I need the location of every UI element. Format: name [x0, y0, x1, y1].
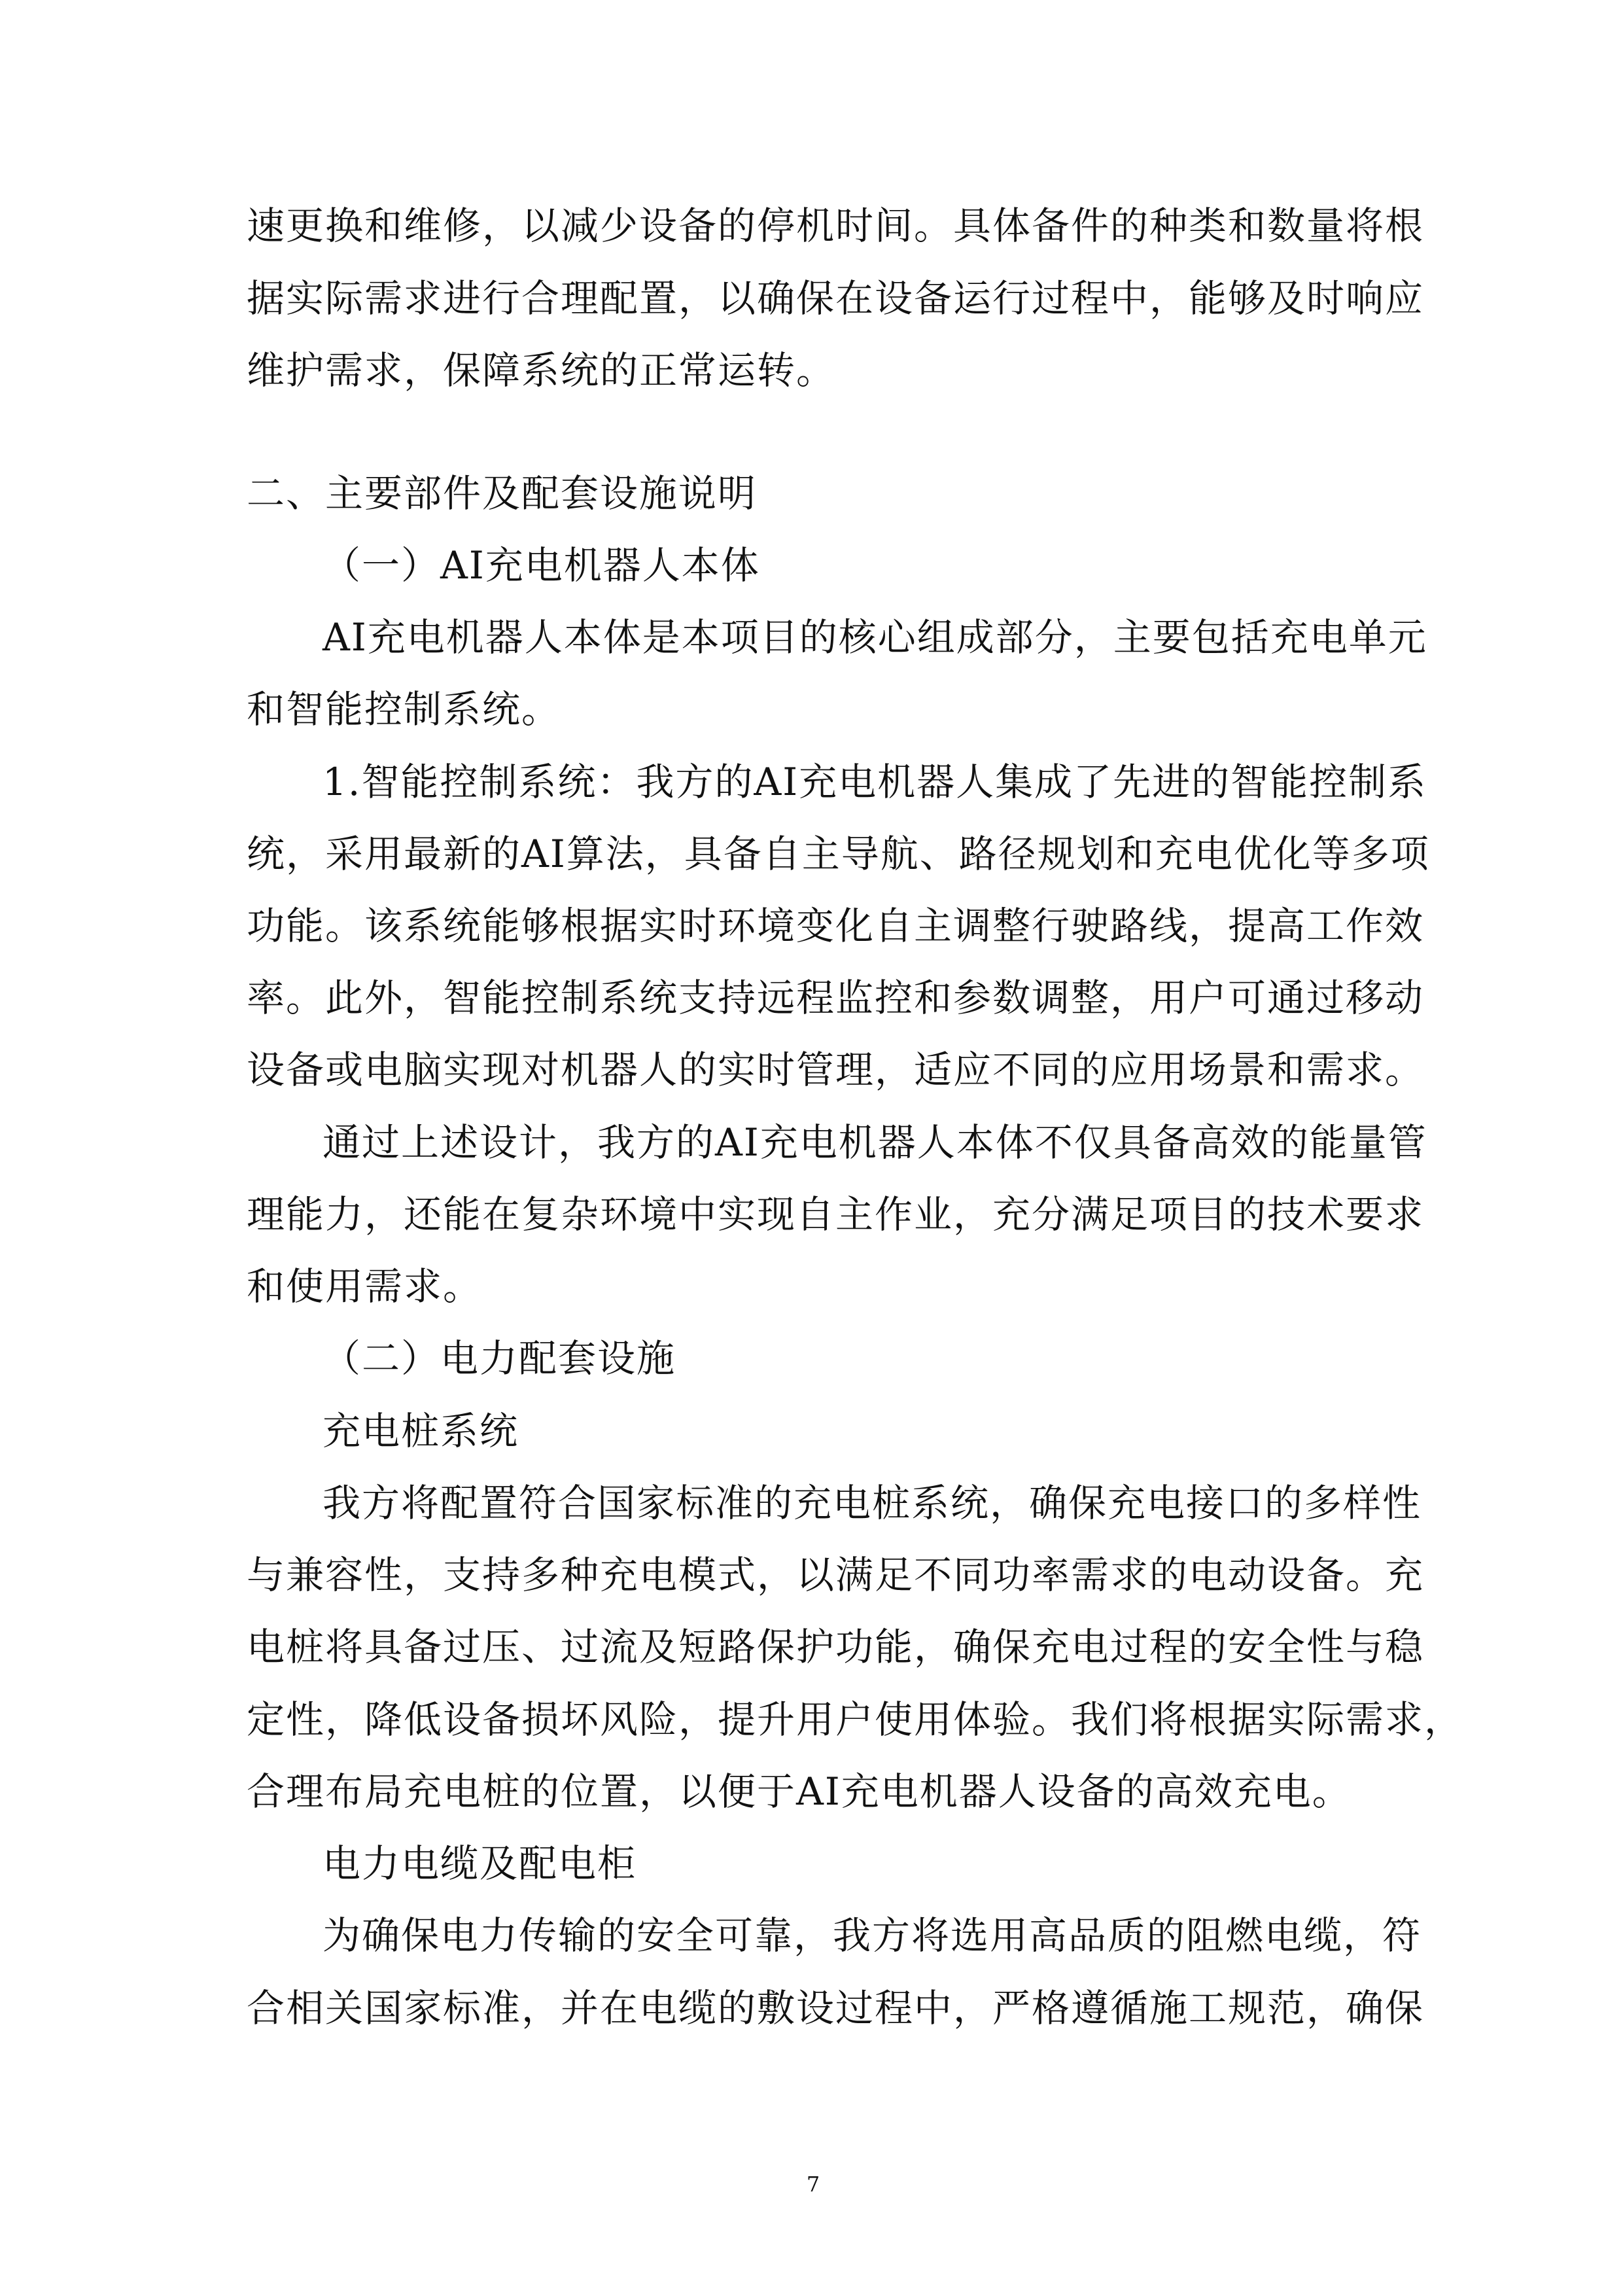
body-text-line: AI充电机器人本体是本项目的核心组成部分，主要包括充电单元 [323, 615, 1427, 660]
body-text-line: 合相关国家标准，并在电缆的敷设过程中，严格遵循施工规范，确保 [247, 1986, 1425, 2030]
body-text-line: 和智能控制系统。 [247, 687, 561, 732]
body-text-line: 我方将配置符合国家标准的充电桩系统，确保充电接口的多样性 [323, 1481, 1422, 1525]
body-text-line: 理能力，还能在复杂环境中实现自主作业，充分满足项目的技术要求 [247, 1192, 1425, 1237]
body-text-line: 通过上述设计，我方的AI充电机器人本体不仅具备高效的能量管 [323, 1120, 1427, 1165]
body-text-line: 合理布局充电桩的位置，以便于AI充电机器人设备的高效充电。 [247, 1769, 1352, 1814]
paragraph-heading: 充电桩系统 [323, 1409, 519, 1453]
body-text-line: 维护需求，保障系统的正常运转。 [247, 348, 836, 393]
body-text-line: 率。此外，智能控制系统支持远程监控和参数调整，用户可通过移动 [247, 976, 1425, 1020]
page-number: 7 [806, 2172, 820, 2197]
paragraph-heading: 电力电缆及配电柜 [323, 1841, 637, 1886]
subsection-heading: （一）AI充电机器人本体 [323, 543, 760, 588]
body-text-line: 据实际需求进行合理配置，以确保在设备运行过程中，能够及时响应 [247, 276, 1425, 321]
body-text-line: 为确保电力传输的安全可靠，我方将选用高品质的阻燃电缆，符 [323, 1913, 1422, 1958]
section-heading: 二、主要部件及配套设施说明 [247, 471, 758, 516]
body-text-line: 1.智能控制系统：我方的AI充电机器人集成了先进的智能控制系 [323, 760, 1427, 804]
body-text-line: 和使用需求。 [247, 1264, 483, 1309]
body-text-line: 电桩将具备过压、过流及短路保护功能，确保充电过程的安全性与稳 [247, 1625, 1425, 1669]
body-text-line: 定性，降低设备损坏风险，提升用户使用体验。我们将根据实际需求， [247, 1697, 1464, 1742]
body-text-line: 功能。该系统能够根据实时环境变化自主调整行驶路线，提高工作效 [247, 904, 1425, 948]
body-text-line: 统，采用最新的AI算法，具备自主导航、路径规划和充电优化等多项 [247, 832, 1430, 876]
subsection-heading: （二）电力配套设施 [323, 1336, 676, 1381]
body-text-line: 速更换和维修，以减少设备的停机时间。具体备件的种类和数量将根 [247, 203, 1425, 248]
body-text-line: 设备或电脑实现对机器人的实时管理，适应不同的应用场景和需求。 [247, 1048, 1425, 1092]
body-text-line: 与兼容性，支持多种充电模式，以满足不同功率需求的电动设备。充 [247, 1553, 1425, 1597]
